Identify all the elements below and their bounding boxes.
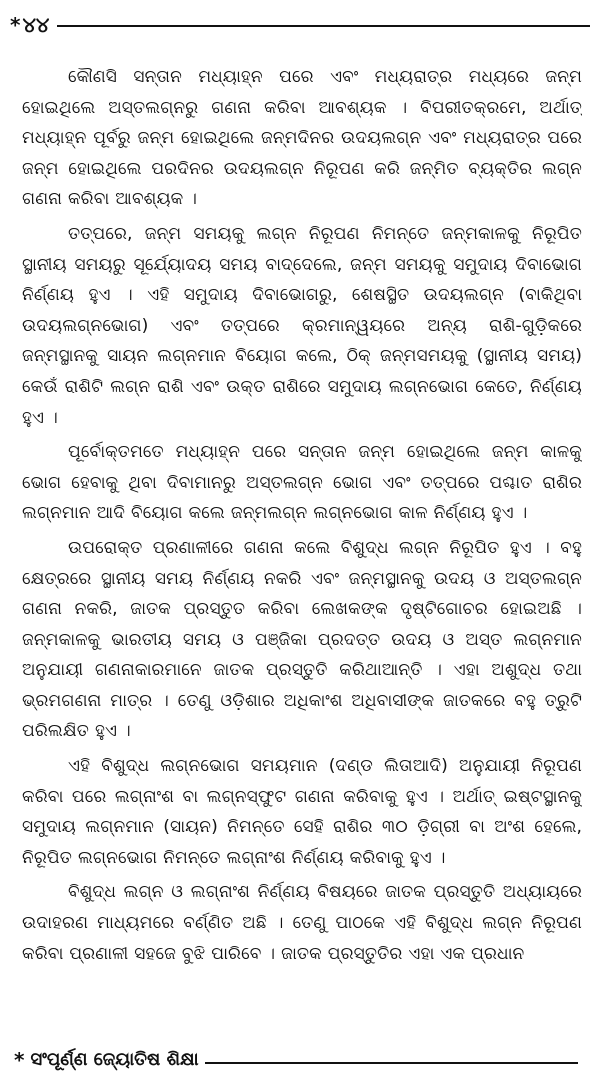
page-header xyxy=(10,10,590,40)
footer-rule xyxy=(205,1062,578,1064)
page-number: ୪୪ xyxy=(22,12,50,37)
footer-star: * xyxy=(14,1048,25,1072)
paragraph-6: ବିଶୁଦ୍ଧ ଲଗ୍ନ ଓ ଲଗ୍ନାଂଶ ନିର୍ଣ୍ଣୟ ବିଷୟରେ ଜାତକ ପ୍ରସ୍ତୁତି ଅଧ୍ୟାୟରେ ଉଦାହରଣ ମାଧ୍ୟମରେ ବର୍ଣ୍ଣିତ ଅଛି । ତେଣୁ ପାଠକେ ଏହି ବିଶୁଦ୍ଧ ଲଗ୍ନ ନିରୂପଣ କରିବା ପ୍ରଣାଳୀ ସହଜେ ବୁଝି ପାରିବେ । ଜାତକ ପ୍ରସ୍ତୁତିର ଏହା ଏକ ପ୍ରଧାନ xyxy=(22,882,582,964)
page-body xyxy=(22,62,582,1022)
book-title: ସଂପୂର୍ଣ୍ଣ ଜ୍ୟୋତିଷ ଶିକ୍ଷା xyxy=(30,1049,199,1070)
paragraph-5: ଏହି ବିଶୁଦ୍ଧ ଲଗ୍ନଭୋଗ ସମୟମାନ (ଦଣ୍ଡ ଲିତାଆଦି) ଅନୁଯାୟୀ ନିରୂପଣ କରିବା ପରେ ଲଗ୍ନାଂଶ ବା ଲଗ୍ନସ୍ଫୁଟ ଗଣନା କରିବାକୁ ହୁଏ । ଅର୍ଥାତ୍ ଇଷ୍ଟସ୍ଥାନକୁ ସମୁଦାୟ ଲଗ୍ନମାନ (ସାୟନ) ନିମନ୍ତେ ସେହି ରାଶିର ୩୦ ଡ଼ିଗ୍ରୀ ବା ଅଂଶ ହେଲେ, ନିରୂପିତ ଲଗ୍ନଭୋଗ ନିମନ୍ତେ ଲଗ୍ନାଂଶ ନିର୍ଣ୍ଣୟ କରିବାକୁ ହୁଏ । xyxy=(22,756,582,868)
paragraph-2: ତତ୍ପରେ, ଜନ୍ମ ସମୟକୁ ଲଗ୍ନ ନିରୂପଣ ନିମନ୍ତେ ଜନ୍ମକାଳକୁ ନିରୂପିତ ସ୍ଥାନୀୟ ସମୟରୁ ସୂର୍ଯ୍ୟୋଦୟ ସମୟ ବାଦ୍‌ଦେଲେ, ଜନ୍ମ ସମୟକୁ ସମୁଦାୟ ଦିବାଭୋଗ ନିର୍ଣ୍ଣୟ ହୁଏ । ଏହି ସମୁଦାୟ ଦିବାଭୋଗରୁ, ଶେଷସ୍ଥିତ ଉଦୟଲଗ୍ନ (ବାକିଥିବା ଉଦୟଲଗ୍ନଭୋଗ) ଏବଂ ତତ୍ପରେ କ୍ରମାନ୍ୱୟରେ ଅନ୍ୟ ରାଶି-ଗୁଡ଼ିକରେ ଜନ୍ମସ୍ଥାନକୁ ସାୟନ ଲଗ୍ନମାନ ବିୟୋଗ କଲେ, ଠିକ୍ ଜନ୍ମସମୟକୁ (ସ୍ଥାନୀୟ ସମୟ) କେଉଁ ରାଶିଟି ଲଗ୍ନ ରାଶି ଏବଂ ଉକ୍ତ ରାଶିରେ ସମୁଦାୟ ଲଗ୍ନଭୋଗ କେତେ, ନିର୍ଣ୍ଣୟ ହୁଏ । xyxy=(22,223,582,428)
paragraph-4: ଉପରୋକ୍ତ ପ୍ରଣାଳୀରେ ଗଣନା କଲେ ବିଶୁଦ୍ଧ ଲଗ୍ନ ନିରୂପିତ ହୁଏ । ବହୁ କ୍ଷେତ୍ରରେ ସ୍ଥାନୀୟ ସମୟ ନିର୍ଣ୍ଣୟ ନକରି ଏବଂ ଜନ୍ମସ୍ଥାନକୁ ଉଦୟ ଓ ଅସ୍ତଲଗ୍ନ ଗଣନା ନକରି, ଜାତକ ପ୍ରସ୍ତୁତ କରିବା ଲେଖକଙ୍କ ଦୃଷ୍ଟିଗୋଚର ହୋଇଅଛି । ଜନ୍ମକାଳକୁ ଭାରତୀୟ ସମୟ ଓ ପଞ୍ଜିକା ପ୍ରଦତ୍ତ ଉଦୟ ଓ ଅସ୍ତ ଲଗ୍ନମାନ ଅନୁଯାୟୀ ଗଣନାକାରମାନେ ଜାତକ ପ୍ରସ୍ତୁତି କରିଥାଆନ୍ତି । ଏହା ଅଶୁଦ୍ଧ ତଥା ଭ୍ରମଗଣନା ମାତ୍ର । ତେଣୁ ଓଡ଼ିଶାର ଅଧିକାଂଶ ଅଧିବାସୀଙ୍କ ଜାତକରେ ବହୁ ତ୍ରୁଟି ପରିଲକ୍ଷିତ ହୁଏ । xyxy=(22,537,582,742)
paragraph-1: କୌଣସି ସନ୍ତାନ ମଧ୍ୟାହ୍ନ ପରେ ଏବଂ ମଧ୍ୟରାତ୍ର ମଧ୍ୟରେ ଜନ୍ମ ହୋଇଥିଲେ ଅସ୍ତଲଗ୍ନରୁ ଗଣନା କରିବା ଆବଶ୍ୟକ । ବିପରୀତକ୍ରମେ, ଅର୍ଥାତ୍ ମଧ୍ୟାହ୍ନ ପୂର୍ବରୁ ଜନ୍ମ ହୋଇଥିଲେ ଜନ୍ମଦିନର ଉଦୟଲଗ୍ନ ଏବଂ ମଧ୍ୟରାତ୍ର ପରେ ଜନ୍ମ ହୋଇଥିଲେ ପରଦିନର ଉଦୟଲଗ୍ନ ନିରୂପଣ କରି ଜନ୍ମିତ ବ୍ୟକ୍ତିର ଲଗ୍ନ ଗଣନା କରିବା ଆବଶ୍ୟକ । xyxy=(22,67,582,210)
paragraph-3: ପୂର୍ବୋକ୍ତମତେ ମଧ୍ୟାହ୍ନ ପରେ ସନ୍ତାନ ଜନ୍ମ ହୋଇଥିଲେ ଜନ୍ମ କାଳକୁ ଭୋଗ ହେବାକୁ ଥିବା ଦିବାମାନରୁ ଅସ୍ତଲଗ୍ନ ଭୋଗ ଏବଂ ତତ୍ପରେ ପଶ୍ଚାତ ରାଶିର ଲଗ୍ନମାନ ଆଦି ବିୟୋଗ କଲେ ଜନ୍ମଲଗ୍ନ ଲଗ୍ନଭୋଗ କାଳ ନିର୍ଣ୍ଣୟ ହୁଏ । xyxy=(22,442,582,524)
header-star: * xyxy=(10,13,21,37)
page-footer xyxy=(14,1045,578,1075)
header-rule xyxy=(57,25,590,27)
